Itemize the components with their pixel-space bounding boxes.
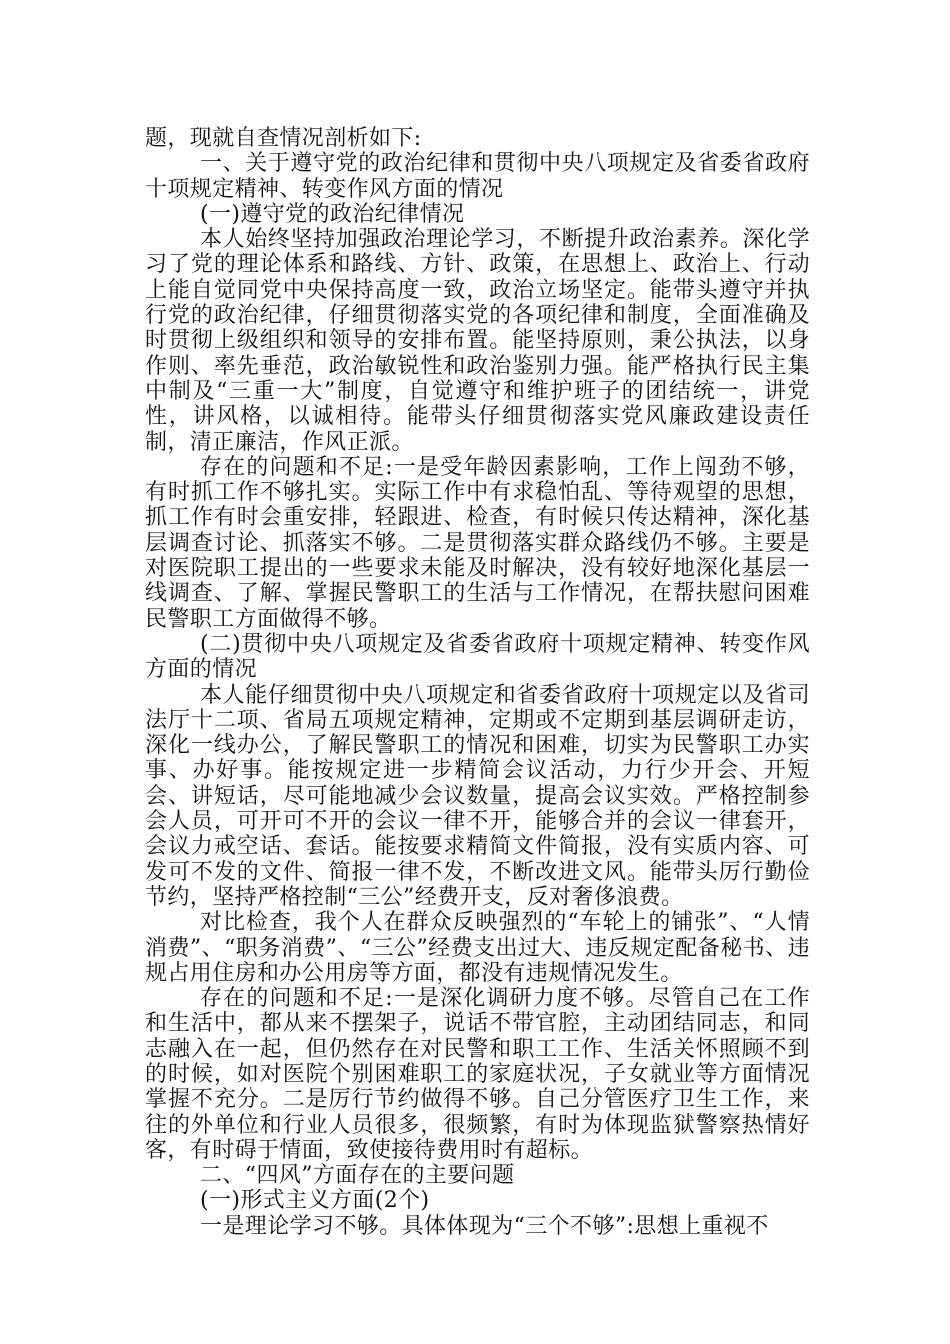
paragraph-political-study: 本人始终坚持加强政治理论学习，不断提升政治素养。深化学习了党的理论体系和路线、方针、政策，在思想上、政治上、行动上能自觉同党中央保持高度一致，政治立场坚定。能带头遵守并执行党的政治纪律，仔细贯彻落实党的各项纪律和制度，全面准确及时贯彻上级组织和领导的安排布置。能坚持原则，秉公执法，以身作则、率先垂范，政治敏锐性和政治鉴别力强。能严格执行民主集中制及“三重一大”制度，自觉遵守和维护班子的团结统一，讲党性，讲风格，以诚相待。能带头仔细贯彻落实党风廉政建设责任制，清正廉洁，作风正派。	[145, 227, 810, 455]
subheading-formalism: (一)形式主义方面(2个)	[200, 1188, 430, 1214]
document-page	[145, 126, 810, 1239]
paragraph-problems-two: 存在的问题和不足:一是深化调研力度不够。尽管自己在工作和生活中，都从来不摆架子，说话不带官腔，主动团结同志，和同志融入在一起，但仍然存在对民警和职工工作、生活关怀照顾不到的时候，如对医院个别困难职工的家庭状况，子女就业等方面情况掌握不充分。二是厉行节约做得不够。自己分管医疗卫生工作，来往的外单位和行业人员很多，很频繁，有时为体现监狱警察热情好客，有时碍于情面，致使接待费用时有超标。	[145, 986, 810, 1163]
subheading-eight-rules: (二)贯彻中央八项规定及省委省政府十项规定精神、转变作风方面的情况	[145, 631, 810, 683]
paragraph-intro: 题，现就自查情况剖析如下:	[145, 126, 422, 151]
paragraph-comparison-check: 对比检查，我个人在群众反映强烈的“车轮上的铺张”、“人情消费”、“职务消费”、“三公”经费支出过大、违反规定配备秘书、违规占用住房和办公用房等方面，都没有违规情况发生。	[145, 910, 810, 986]
section-heading-two: 二、“四风”方面存在的主要问题	[200, 1163, 515, 1189]
subheading-political-discipline: (一)遵守党的政治纪律情况	[200, 201, 465, 227]
paragraph-problems-one: 存在的问题和不足:一是受年龄因素影响，工作上闯劲不够，有时抓工作不够扎实。实际工作中有求稳怕乱、等待观望的思想，抓工作有时会重安排，轻跟进、检查，有时候只传达精神，深化基层调查讨论、抓落实不够。二是贯彻落实群众路线仍不够。主要是对医院职工提出的一些要求未能及时解决，没有较好地深化基层一线调查、了解、掌握民警职工的生活与工作情况，在帮扶慰问困难民警职工方面做得不够。	[145, 454, 810, 632]
section-heading-one: 一、关于遵守党的政治纪律和贯彻中央八项规定及省委省政府十项规定精神、转变作风方面的情况	[145, 151, 810, 202]
paragraph-eight-rules: 本人能仔细贯彻中央八项规定和省委省政府十项规定以及省司法厅十二项、省局五项规定精神，定期或不定期到基层调研走访，深化一线办公，了解民警职工的情况和困难，切实为民警职工办实事、办好事。能按规定进一步精简会议活动，力行少开会、开短会、讲短话，尽可能地减少会议数量，提高会议实效。严格控制参会人员，可开可不开的会议一律不开，能够合并的会议一律套开，会议力戒空话、套话。能按要求精简文件简报，没有实质内容、可发可不发的文件、简报一律不发，不断改进文风。能带头厉行勤俭节约，坚持严格控制“三公”经费开支，反对奢侈浪费。	[145, 682, 810, 910]
paragraph-theory-study: 一是理论学习不够。具体体现为“三个不够”:思想上重视不	[200, 1213, 769, 1239]
